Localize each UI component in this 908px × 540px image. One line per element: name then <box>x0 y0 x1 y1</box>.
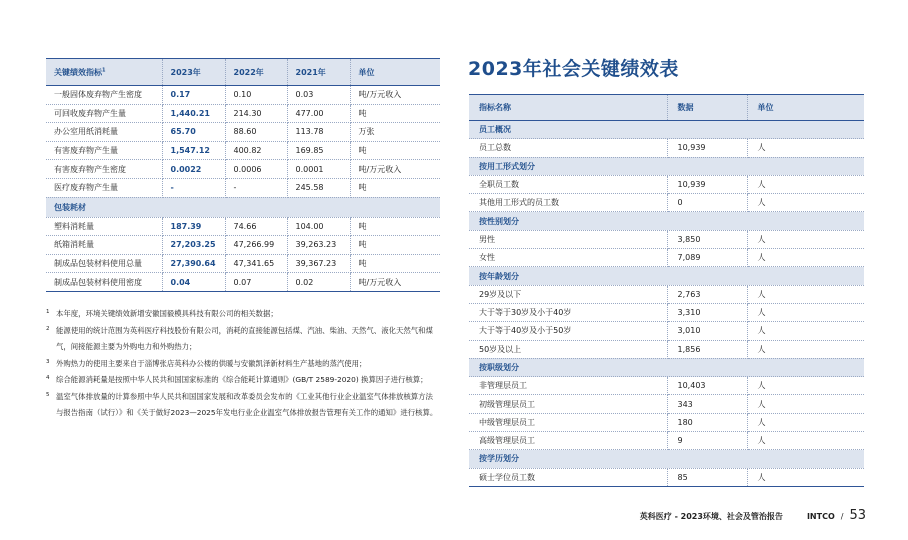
indicator-value: 0 <box>667 194 747 212</box>
footnote-text: 温室气体排放量的计算参照中华人民共和国国家发展和改革委员会发布的《工业其他行业企业温室气体排放核算方法与报告指南（试行）》和《关于做好2023—2025年发电行业企业温室气体排放报告管理有关工作的通知》进行核算。 <box>56 391 438 417</box>
section-label: 员工概况 <box>469 121 864 139</box>
indicator-name: 硕士学位员工数 <box>469 468 667 486</box>
indicator-value: 343 <box>667 395 747 413</box>
unit: 吨 <box>350 104 440 123</box>
kpi-name: 制成品包装材料使用密度 <box>46 273 162 292</box>
kpi-name: 办公室用纸消耗量 <box>46 123 162 142</box>
unit: 吨/万元收入 <box>350 160 440 179</box>
unit: 吨 <box>350 178 440 197</box>
value-2023: 65.70 <box>162 123 225 142</box>
table-row <box>469 139 864 157</box>
indicator-name: 初级管理层员工 <box>469 395 667 413</box>
environmental-kpi-table <box>46 58 440 292</box>
value-2022: 0.07 <box>225 273 287 292</box>
table-row <box>46 141 440 160</box>
indicator-value: 1,856 <box>667 340 747 358</box>
table-row <box>469 175 864 193</box>
footnote-number: 5 <box>46 391 50 398</box>
value-2021: 39,367.23 <box>287 254 350 273</box>
value-2022: - <box>225 178 287 197</box>
value-2022: 0.10 <box>225 86 287 105</box>
indicator-unit: 人 <box>747 395 864 413</box>
header-footnote-marker: 1 <box>102 66 106 73</box>
table-row <box>469 413 864 431</box>
indicator-value: 10,939 <box>667 139 747 157</box>
indicator-unit: 人 <box>747 175 864 193</box>
unit: 吨 <box>350 236 440 255</box>
value-2023: 0.04 <box>162 273 225 292</box>
value-2022: 214.30 <box>225 104 287 123</box>
footnote-text: 外购热力的使用主要来自于淄博张店英科办公楼的供暖与安徽凯泽新材料生产基地的蒸汽使用； <box>56 358 367 368</box>
section-label: 包装耗材 <box>46 197 440 217</box>
page-footer <box>640 508 866 523</box>
environmental-kpi-header-row <box>46 59 440 86</box>
value-2022: 47,266.99 <box>225 236 287 255</box>
table-row <box>46 160 440 179</box>
unit: 吨/万元收入 <box>350 273 440 292</box>
indicator-unit: 人 <box>747 139 864 157</box>
value-2021: 39,263.23 <box>287 236 350 255</box>
kpi-name: 有害废弃物产生密度 <box>46 160 162 179</box>
table-row <box>46 86 440 105</box>
social-kpi-header-row <box>469 95 864 121</box>
environmental-kpi-body <box>46 86 440 292</box>
indicator-unit: 人 <box>747 377 864 395</box>
section-label: 按职级划分 <box>469 358 864 376</box>
table-row <box>46 236 440 255</box>
indicator-unit: 人 <box>747 285 864 303</box>
indicator-name: 大于等于40岁及小于50岁 <box>469 322 667 340</box>
indicator-unit: 人 <box>747 413 864 431</box>
indicator-name: 中级管理层员工 <box>469 413 667 431</box>
table-row <box>469 340 864 358</box>
indicator-value: 10,939 <box>667 175 747 193</box>
page-title: 2023年社会关键绩效表 <box>468 58 679 80</box>
header-2023: 2023年 <box>162 59 225 86</box>
section-label: 按学历划分 <box>469 450 864 468</box>
value-2022: 400.82 <box>225 141 287 160</box>
kpi-name: 一般固体废弃物产生密度 <box>46 86 162 105</box>
table-row <box>46 273 440 292</box>
unit: 吨 <box>350 254 440 273</box>
value-2023: 27,203.25 <box>162 236 225 255</box>
indicator-unit: 人 <box>747 249 864 267</box>
indicator-value: 3,850 <box>667 230 747 248</box>
table-row <box>469 395 864 413</box>
indicator-unit: 人 <box>747 303 864 321</box>
footnote-number: 4 <box>46 375 50 381</box>
unit: 万张 <box>350 123 440 142</box>
table-row <box>469 377 864 395</box>
table-row <box>46 254 440 273</box>
indicator-unit: 人 <box>747 340 864 358</box>
table-row <box>469 468 864 486</box>
value-2021: 169.85 <box>287 141 350 160</box>
footnote-number: 2 <box>46 325 50 332</box>
table-row <box>46 123 440 142</box>
indicator-value: 3,310 <box>667 303 747 321</box>
section-row-packaging <box>46 197 440 217</box>
table-row <box>469 194 864 212</box>
table-row <box>46 178 440 197</box>
indicator-unit: 人 <box>747 468 864 486</box>
indicator-unit: 人 <box>747 230 864 248</box>
kpi-name: 医疗废弃物产生量 <box>46 178 162 197</box>
value-2021: 477.00 <box>287 104 350 123</box>
indicator-value: 7,089 <box>667 249 747 267</box>
footer-brand-logo-text: INTCO <box>806 512 835 521</box>
indicator-value: 2,763 <box>667 285 747 303</box>
kpi-name: 有害废弃物产生量 <box>46 141 162 160</box>
indicator-name: 其他用工形式的员工数 <box>469 194 667 212</box>
indicator-name: 员工总数 <box>469 139 667 157</box>
social-kpi-table <box>469 94 864 487</box>
footnote-item <box>46 372 440 389</box>
value-2023: 0.17 <box>162 86 225 105</box>
section-row <box>469 157 864 175</box>
value-2021: 0.03 <box>287 86 350 105</box>
table-row <box>469 432 864 450</box>
indicator-name: 非管理层员工 <box>469 377 667 395</box>
indicator-value: 85 <box>667 468 747 486</box>
indicator-name: 高级管理层员工 <box>469 432 667 450</box>
value-2021: 0.02 <box>287 273 350 292</box>
footer-report-title: 英科医疗 - 2023环境、社会及管治报告 <box>639 512 783 521</box>
indicator-value: 9 <box>667 432 747 450</box>
table-row <box>469 285 864 303</box>
footnote-text: 能源使用的统计范围为英科医疗科技股份有限公司，消耗的直接能源包括煤、汽油、柴油、天然气、液化天然气和煤气，间接能源主要为外购电力和外购热力； <box>56 325 433 351</box>
indicator-name: 男性 <box>469 230 667 248</box>
indicator-unit: 人 <box>747 322 864 340</box>
header-kpi <box>46 59 162 86</box>
value-2022: 74.66 <box>225 217 287 236</box>
footnote-item <box>46 389 440 422</box>
value-2022: 88.60 <box>225 123 287 142</box>
footnote-item <box>46 306 440 323</box>
section-label: 按年龄划分 <box>469 267 864 285</box>
section-label: 按用工形式划分 <box>469 157 864 175</box>
footnote-text: 综合能源消耗量是按照中华人民共和国国家标准的《综合能耗计算通则》(GB/T 2589-2020) 换算因子进行核算； <box>56 375 428 384</box>
footnote-item <box>46 323 440 356</box>
unit: 吨 <box>350 217 440 236</box>
indicator-name: 29岁及以下 <box>469 285 667 303</box>
table-row <box>469 322 864 340</box>
page-number: 53 <box>849 508 866 523</box>
footnote-item <box>46 356 440 373</box>
value-2023: 0.0022 <box>162 160 225 179</box>
value-2023: 187.39 <box>162 217 225 236</box>
footnote-number: 1 <box>46 309 50 315</box>
header-kpi-label: 关键绩效指标 <box>54 67 102 77</box>
section-row <box>469 358 864 376</box>
value-2022: 47,341.65 <box>225 254 287 273</box>
table-row <box>469 230 864 248</box>
header-2021: 2021年 <box>287 59 350 86</box>
header-2022: 2022年 <box>225 59 287 86</box>
section-row <box>469 121 864 139</box>
indicator-name: 全职员工数 <box>469 175 667 193</box>
section-row <box>469 212 864 230</box>
indicator-name: 女性 <box>469 249 667 267</box>
header-unit: 单位 <box>747 95 864 121</box>
value-2021: 113.78 <box>287 123 350 142</box>
footnote-text: 本年度，环境关键绩效新增安徽国毅模具科技有限公司的相关数据； <box>56 309 278 318</box>
footer-separator: / <box>840 512 844 521</box>
value-2023: 27,390.64 <box>162 254 225 273</box>
indicator-unit: 人 <box>747 432 864 450</box>
value-2021: 245.58 <box>287 178 350 197</box>
value-2023: 1,547.12 <box>162 141 225 160</box>
value-2023: 1,440.21 <box>162 104 225 123</box>
indicator-value: 10,403 <box>667 377 747 395</box>
kpi-name: 纸箱消耗量 <box>46 236 162 255</box>
indicator-name: 大于等于30岁及小于40岁 <box>469 303 667 321</box>
social-kpi-body <box>469 121 864 487</box>
table-row <box>46 217 440 236</box>
header-data: 数据 <box>667 95 747 121</box>
footnote-number: 3 <box>46 358 50 365</box>
unit: 吨 <box>350 141 440 160</box>
value-2021: 0.0001 <box>287 160 350 179</box>
kpi-name: 制成品包装材料使用总量 <box>46 254 162 273</box>
value-2022: 0.0006 <box>225 160 287 179</box>
value-2021: 104.00 <box>287 217 350 236</box>
unit: 吨/万元收入 <box>350 86 440 105</box>
kpi-name: 塑料消耗量 <box>46 217 162 236</box>
indicator-value: 3,010 <box>667 322 747 340</box>
value-2023: - <box>162 178 225 197</box>
indicator-value: 180 <box>667 413 747 431</box>
section-label: 按性别划分 <box>469 212 864 230</box>
indicator-name: 50岁及以上 <box>469 340 667 358</box>
header-unit: 单位 <box>350 59 440 86</box>
kpi-name: 可回收废弃物产生量 <box>46 104 162 123</box>
header-indicator-name: 指标名称 <box>469 95 667 121</box>
footnotes <box>46 306 440 422</box>
table-row <box>46 104 440 123</box>
table-row <box>469 303 864 321</box>
section-row <box>469 450 864 468</box>
table-row <box>469 249 864 267</box>
indicator-unit: 人 <box>747 194 864 212</box>
section-row <box>469 267 864 285</box>
